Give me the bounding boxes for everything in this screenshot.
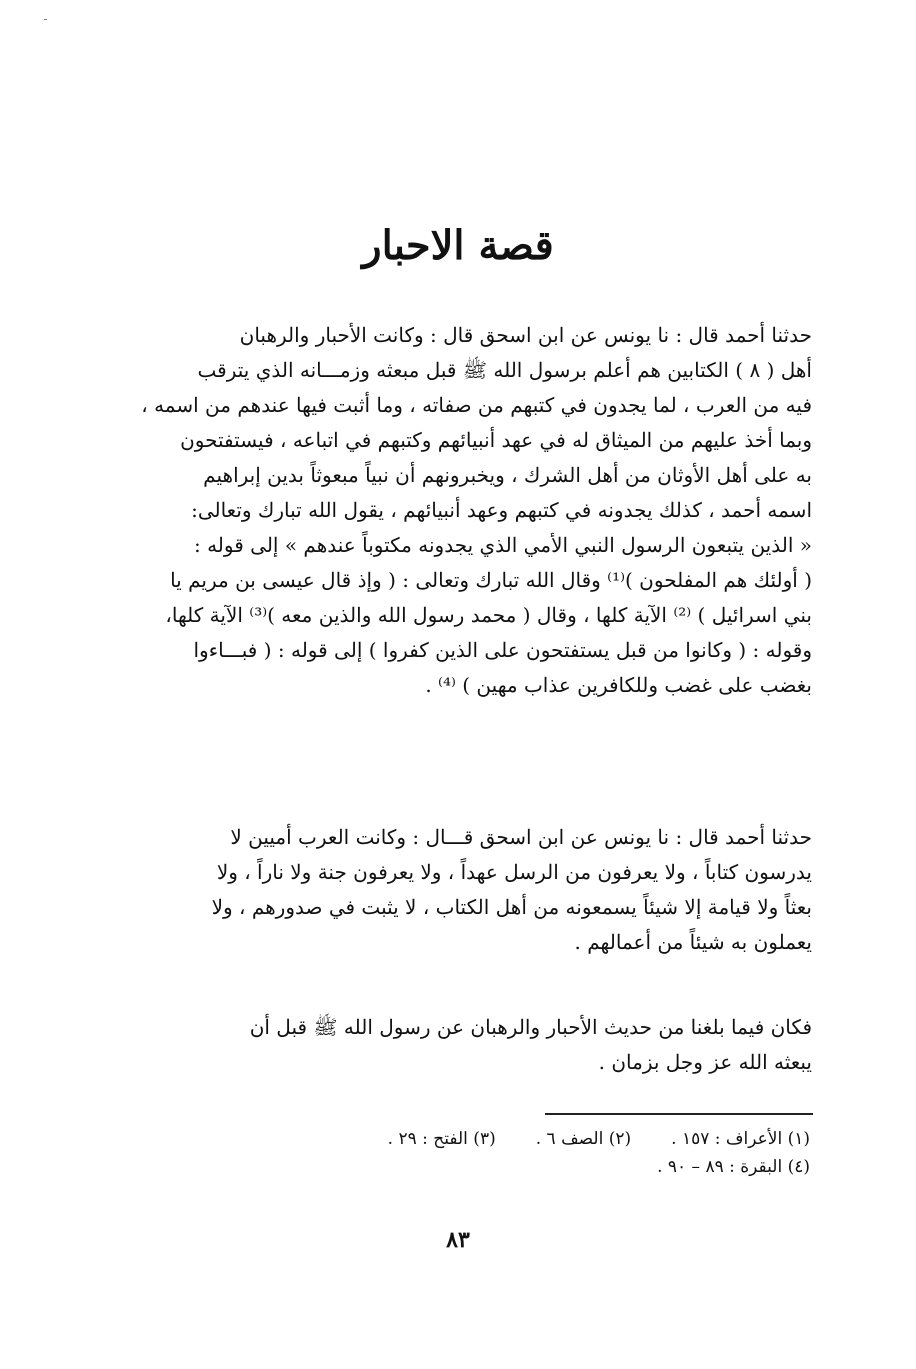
text-line: يبعثه الله عز وجل بزمان . — [598, 1050, 812, 1074]
text-line: فيه من العرب ، لما يجدون في كتبهم من صفاته ، وما أثبت فيها عندهم من اسمه ، — [141, 393, 812, 417]
text-line: يدرسون كتاباً ، ولا يعرفون من الرسل عهداً ، ولا يعرفون جنة ولا ناراً ، ولا — [216, 860, 812, 884]
corner-mark: ـ — [44, 12, 47, 23]
text-line: يعملون به شيئاً من أعمالهم . — [574, 930, 812, 954]
footnote-row — [250, 1153, 810, 1181]
text-line: أهل ( ٨ ) الكتابين هم أعلم برسول الله ﷺ قبل مبعثه وزمـــانه الذي يترقب — [197, 358, 812, 382]
footnote-divider — [545, 1113, 813, 1115]
footnote-3: (٣) الفتح : ٢٩ . — [387, 1129, 496, 1149]
text-line: وقوله : ( وكانوا من قبل يستفتحون على الذين كفروا ) إلى قوله : ( فبـــاءوا — [193, 638, 812, 662]
text-line: « الذين يتبعون الرسول النبي الأمي الذي يجدونه مكتوباً عندهم » إلى قوله : — [193, 533, 812, 557]
text-line: فكان فيما بلغنا من حديث الأحبار والرهبان عن رسول الله ﷺ قبل أن — [249, 1015, 812, 1039]
footnotes — [250, 1125, 810, 1181]
footnote-4: (٤) البقرة : ٨٩ – ٩٠ . — [657, 1157, 810, 1177]
text-line: بغضب على غضب وللكافرين عذاب مهين ) ⁽⁴⁾ . — [425, 673, 812, 697]
text-line: به على أهل الأوثان من أهل الشرك ، ويخبرونهم أن نبياً مبعوثاً بدين إبراهيم — [203, 463, 812, 487]
paragraph-3 — [122, 1010, 812, 1080]
paragraph-1 — [122, 318, 812, 703]
text-line: حدثنا أحمد قال : نا يونس عن ابن اسحق قال : وكانت الأحبار والرهبان — [239, 323, 812, 347]
footnote-2: (٢) الصف ٦ . — [535, 1129, 632, 1149]
footnote-row — [250, 1125, 810, 1153]
footnote-1: (١) الأعراف : ١٥٧ . — [671, 1129, 810, 1149]
paragraph-2 — [122, 820, 812, 960]
page-number: ٨٣ — [446, 1227, 470, 1253]
text-line: بني اسرائيل ) ⁽²⁾ الآية كلها ، وقال ( محمد رسول الله والذين معه )⁽³⁾ الآية كلها، — [165, 603, 812, 627]
text-line: بعثاً ولا قيامة إلا شيئاً يسمعونه من أهل الكتاب ، لا يثبت في صدورهم ، ولا — [211, 895, 812, 919]
text-line: وبما أخذ عليهم من الميثاق له في عهد أنبيائهم وكتبهم في اتباعه ، فيستفتحون — [180, 428, 812, 452]
text-line: حدثنا أحمد قال : نا يونس عن ابن اسحق قـــال : وكانت العرب أميين لا — [230, 825, 812, 849]
text-line: ( أولئك هم المفلحون )⁽¹⁾ وقال الله تبارك وتعالى : ( وإذ قال عيسى بن مريم يا — [170, 568, 812, 592]
chapter-title: قصة الاحبار — [362, 222, 554, 269]
text-line: اسمه أحمد ، كذلك يجدونه في كتبهم وعهد أنبيائهم ، يقول الله تبارك وتعالى: — [191, 498, 812, 522]
